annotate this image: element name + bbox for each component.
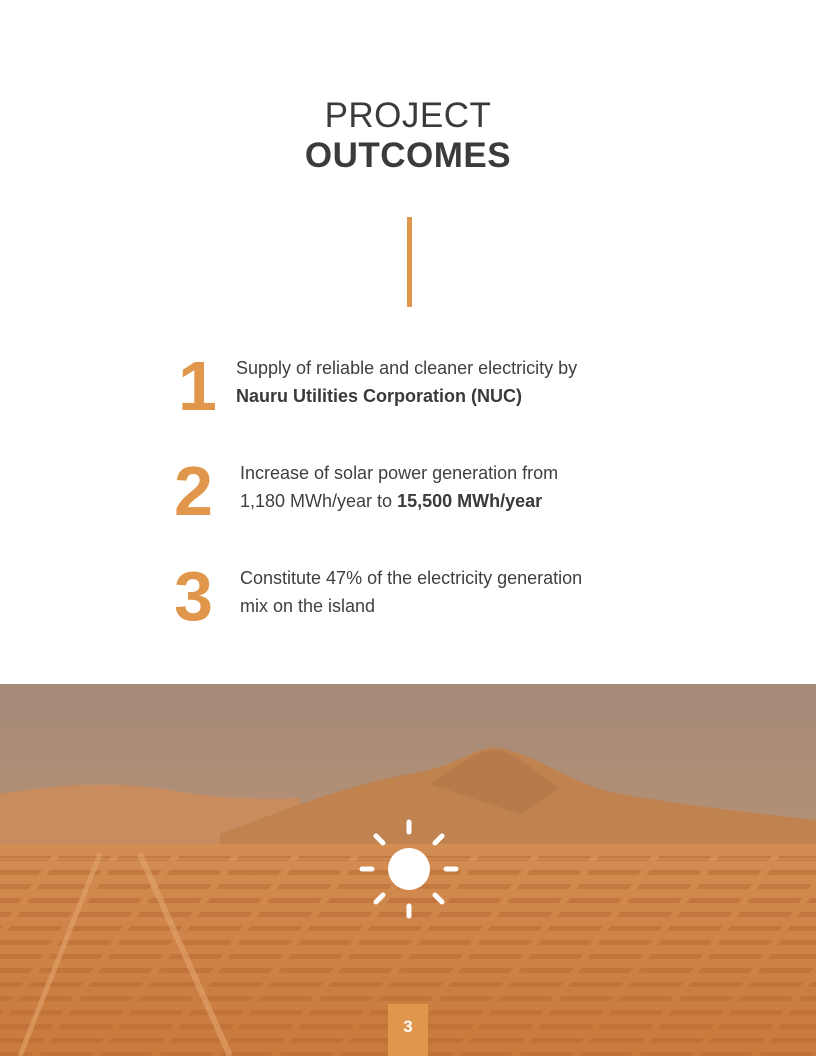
outcome-bold-text: Nauru Utilities Corporation (NUC) xyxy=(236,386,522,406)
title-line-2: OUTCOMES xyxy=(304,136,512,175)
outcome-item-2 xyxy=(0,452,816,530)
outcome-line: mix on the island xyxy=(240,596,376,616)
page-number: 3 xyxy=(388,1004,428,1056)
outcome-text xyxy=(240,564,582,620)
page-title xyxy=(0,96,816,176)
outcome-text xyxy=(240,459,558,515)
outcome-line-prefix: 1,180 MWh/year to xyxy=(240,491,398,511)
outcome-number: 3 xyxy=(174,557,213,635)
outcome-line: Increase of solar power generation from xyxy=(240,463,559,483)
outcome-item-3 xyxy=(0,557,816,635)
title-line-1: PROJECT xyxy=(324,96,492,135)
outcome-number: 2 xyxy=(174,452,213,530)
outcome-text xyxy=(236,354,577,410)
outcome-line: Supply of reliable and cleaner electricity by xyxy=(236,358,578,378)
outcome-line: Constitute 47% of the electricity generation xyxy=(240,568,583,588)
sun-icon xyxy=(358,818,460,920)
accent-divider xyxy=(407,217,412,307)
outcome-bold-text: 15,500 MWh/year xyxy=(397,491,543,511)
outcome-number: 1 xyxy=(178,347,217,425)
outcome-item-1 xyxy=(0,347,816,425)
